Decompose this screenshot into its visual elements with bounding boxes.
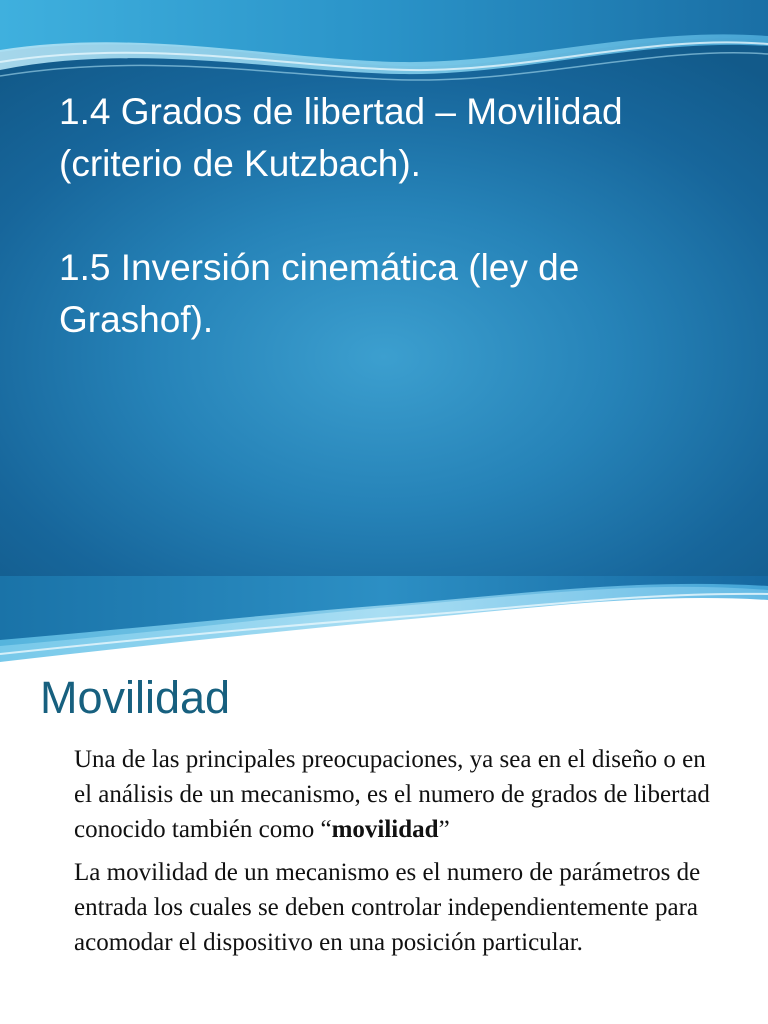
open-quote: “ [320,816,332,843]
body-text-block [70,742,720,960]
header-wave-decoration [0,576,768,666]
title-line-grashof: 1.5 Inversión cinemática (ley de Grashof). [59,247,580,340]
bold-term-movilidad: movilidad [331,816,439,843]
title-text-block [59,86,739,346]
paragraph-definition [70,742,720,847]
title-line-kutzbach: 1.4 Grados de libertad – Movilidad (criterio de Kutzbach). [59,91,623,184]
close-quote: ” [438,816,450,843]
paragraph-parameters: La movilidad de un mecanismo es el numero de parámetros de entrada los cuales se deben controlar independientemente para acomodar el dispositivo en una posición particular. [74,859,701,956]
paragraph-definition-text: Una de las principales preocupaciones, ya sea en el diseño o en el análisis de un mecanismo, es el numero de grados de libertad conocido también como [74,746,710,843]
slide-heading: Movilidad [40,672,231,723]
